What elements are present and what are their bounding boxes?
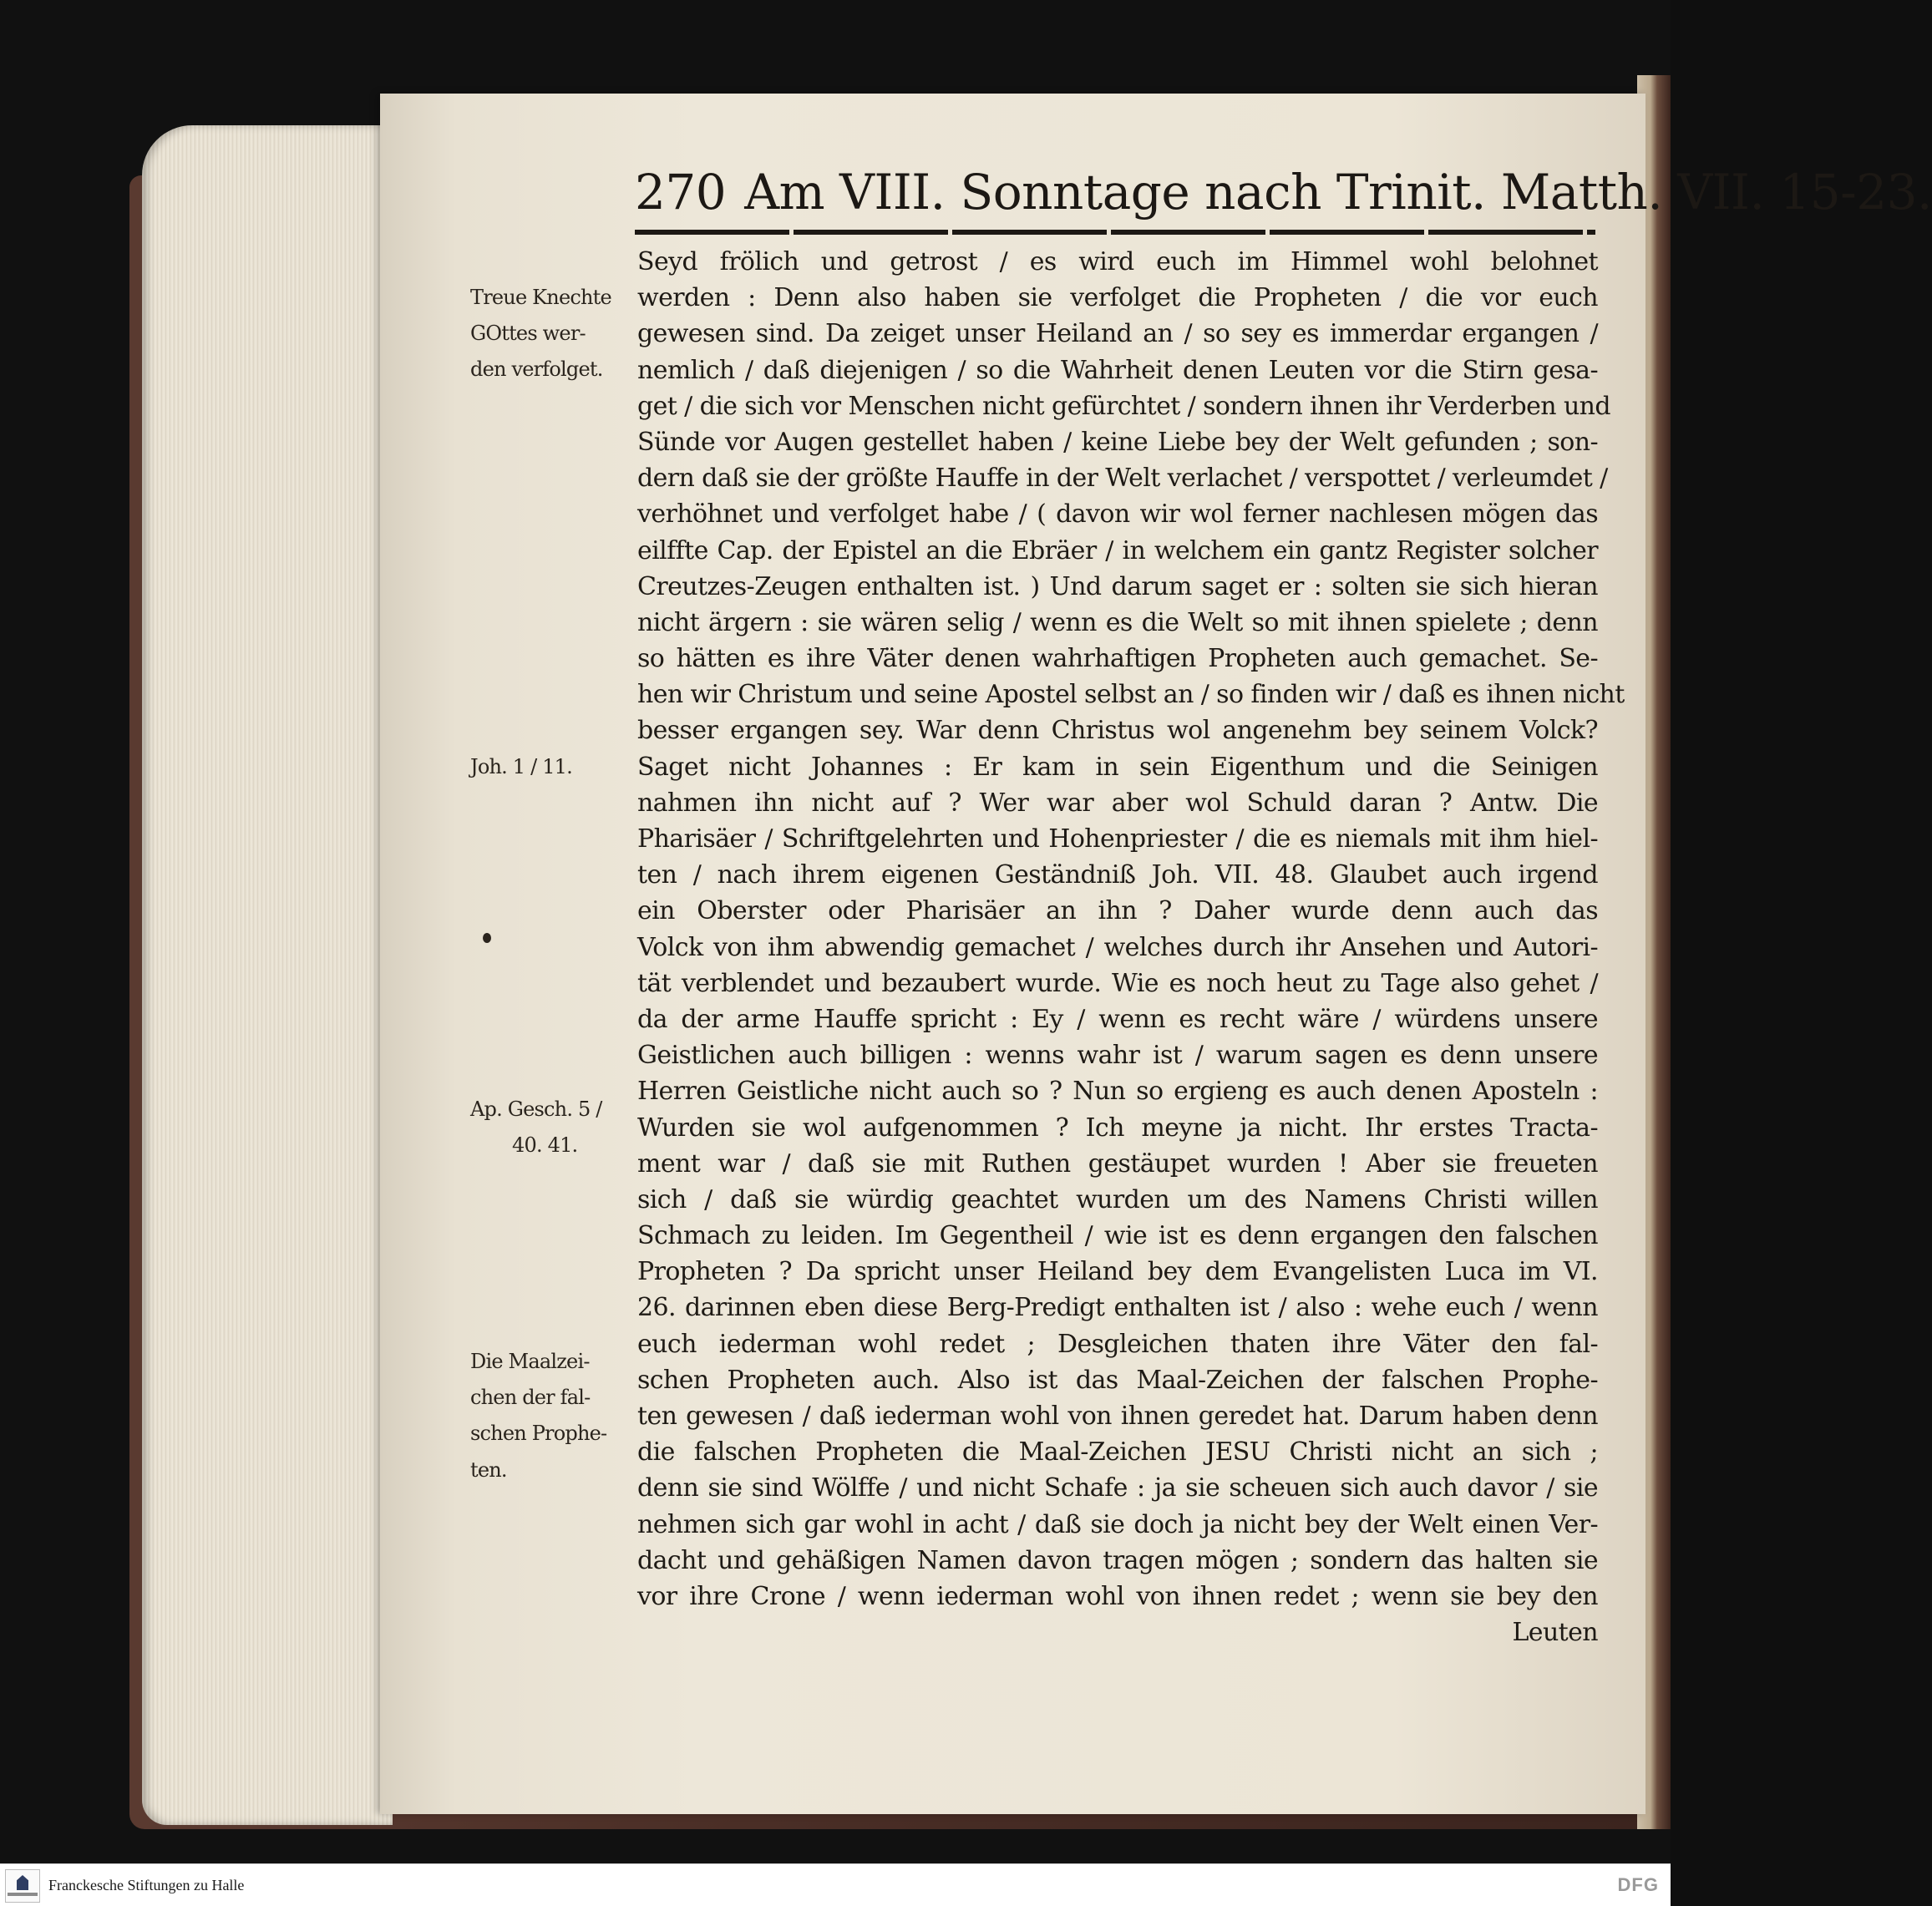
catchword: Leuten (1512, 1618, 1598, 1648)
margin-note-ap-gesch (470, 1092, 621, 1163)
text-line: Schmach zu leiden. Im Gegentheil / wie ist es denn ergangen den falschen (637, 1221, 1598, 1251)
text-line: gewesen sind. Da zeiget unser Heiland an / so sey es immerdar ergangen / (637, 319, 1598, 349)
text-line: eilffte Cap. der Epistel an die Ebräer / in welchem ein gantz Register solcher (637, 535, 1598, 565)
text-line: da der arme Hauffe spricht : Ey / wenn es recht wäre / würdens unsere (637, 1004, 1598, 1034)
page-number: 270 (635, 164, 727, 221)
text-line: denn sie sind Wölffe / und nicht Schafe : ja sie scheuen sich auch davor / sie (637, 1473, 1598, 1503)
text-line: nemlich / daß diejenigen / so die Wahrheit denen Leuten vor die Stirn gesa- (637, 355, 1598, 385)
running-head (635, 159, 1932, 226)
text-line: nicht ärgern : sie wären selig / wenn es die Welt so mit ihnen spielete ; denn (637, 607, 1598, 637)
text-line: Creutzes-Zeugen enthalten ist. ) Und darum saget er : solten sie sich hieran (637, 571, 1598, 601)
header-rule (635, 230, 1595, 235)
building-icon (17, 1875, 28, 1890)
body-text (637, 244, 1625, 1650)
text-line: nehmen sich gar wohl in acht / daß sie doch ja nicht bey der Welt einen Ver- (637, 1509, 1598, 1539)
margin-note-line: Joh. 1 / 11. (470, 755, 572, 778)
margin-note-treue-knechte (470, 280, 629, 388)
page-edges (142, 125, 393, 1825)
text-line: euch iederman wohl redet ; Desgleichen thaten ihre Väter den fal- (637, 1329, 1598, 1359)
institution-name[interactable]: Franckesche Stiftungen zu Halle (48, 1877, 245, 1893)
margin-note-line: 40. 41. (512, 1133, 578, 1158)
text-line: besser ergangen sey. War denn Christus wol angenehm bey seinem Volck? (637, 716, 1598, 746)
margin-note-maalzeichen (470, 1344, 629, 1488)
margin-note-joh (470, 749, 629, 785)
text-line: ten gewesen / daß iederman wohl von ihnen geredet hat. Darum haben denn (637, 1402, 1598, 1431)
text-line: die falschen Propheten die Maal-Zeichen JESU Christi nicht an sich ; (637, 1437, 1598, 1468)
margin-note-line: Ap. Gesch. 5 / (470, 1097, 602, 1121)
margin-note-line: Die Maalzei- (470, 1350, 590, 1373)
text-line: 26. darinnen eben diese Berg-Predigt enthalten ist / also : wehe euch / wenn (637, 1293, 1598, 1323)
text-line: vor ihre Crone / wenn iederman wohl von ihnen redet ; wenn sie bey den (637, 1581, 1598, 1611)
institution-logo[interactable] (5, 1869, 40, 1903)
text-line: so hätten es ihre Väter denen wahrhaftigen Propheten auch gemachet. Se- (637, 644, 1598, 674)
text-line: sich / daß sie würdig geachtet wurden um des Namens Christi willen (637, 1184, 1598, 1214)
logo-caption-bar (8, 1893, 38, 1896)
text-line: verhöhnet und verfolget habe / ( davon wir wol ferner nachlesen mögen das (637, 499, 1598, 530)
text-line: tät verblendet und bezaubert wurde. Wie es noch heut zu Tage also gehet / (637, 968, 1598, 998)
viewer-footer (0, 1863, 1671, 1906)
text-line: schen Propheten auch. Also ist das Maal-Zeichen der falschen Prophe- (637, 1365, 1598, 1395)
text-line: ment war / daß sie mit Ruthen gestäupet wurden ! Aber sie freueten (637, 1148, 1598, 1179)
margin-note-line: den verfolget. (470, 357, 603, 382)
dfg-logo[interactable]: DFG (1617, 1874, 1659, 1895)
running-head-title: Am VIII. Sonntage nach Trinit. Matth. VII. 15-23. (744, 164, 1932, 221)
text-line: ein Oberster oder Pharisäer an ihn ? Daher wurde denn auch das (637, 896, 1598, 926)
margin-note-line: Treue Knechte (470, 286, 611, 309)
margin-note-line: chen der fal- (470, 1386, 591, 1410)
margin-note-line: schen Prophe- (470, 1422, 607, 1446)
text-line: nahmen ihn nicht auf ? Wer war aber wol Schuld daran ? Antw. Die (637, 788, 1598, 818)
text-line: get / die sich vor Menschen nicht gefürchtet / sondern ihnen ihr Verderben und (637, 391, 1611, 421)
margin-mark (483, 933, 491, 943)
text-line: Volck von ihm abwendig gemachet / welches durch ihr Ansehen und Autori- (637, 932, 1598, 962)
margin-note-line: GOttes wer- (470, 322, 586, 346)
text-line: werden : Denn also haben sie verfolget die Propheten / die vor euch (637, 283, 1598, 313)
text-line: Sünde vor Augen gestellet haben / keine Liebe bey der Welt gefunden ; son- (637, 427, 1598, 457)
text-line: ten / nach ihrem eigenen Geständniß Joh. VII. 48. Glaubet auch irgend (637, 860, 1598, 890)
text-line: hen wir Christum und seine Apostel selbst an / so finden wir / daß es ihnen nicht (637, 680, 1625, 710)
text-line: Propheten ? Da spricht unser Heiland bey dem Evangelisten Luca im VI. (637, 1257, 1598, 1287)
text-line: Geistlichen auch billigen : wenns wahr ist / warum sagen es denn unsere (637, 1041, 1598, 1071)
text-line: Pharisäer / Schriftgelehrten und Hohenpriester / die es niemals mit ihm hiel- (637, 824, 1598, 854)
text-line: Seyd frölich und getrost / es wird euch im Himmel wohl belohnet (637, 247, 1598, 276)
text-line: Saget nicht Johannes : Er kam in sein Eigenthum und die Seinigen (637, 752, 1598, 782)
text-line: dacht und gehäßigen Namen davon tragen mögen ; sondern das halten sie (637, 1545, 1598, 1575)
margin-note-line: ten. (470, 1457, 507, 1482)
text-line: Herren Geistliche nicht auch so ? Nun so ergieng es auch denen Aposteln : (637, 1077, 1598, 1107)
text-line: Wurden sie wol aufgenommen ? Ich meyne ja nicht. Ihr erstes Tracta- (637, 1113, 1598, 1143)
text-line: dern daß sie der größte Hauffe in der Welt verlachet / verspottet / verleumdet / (637, 464, 1608, 494)
